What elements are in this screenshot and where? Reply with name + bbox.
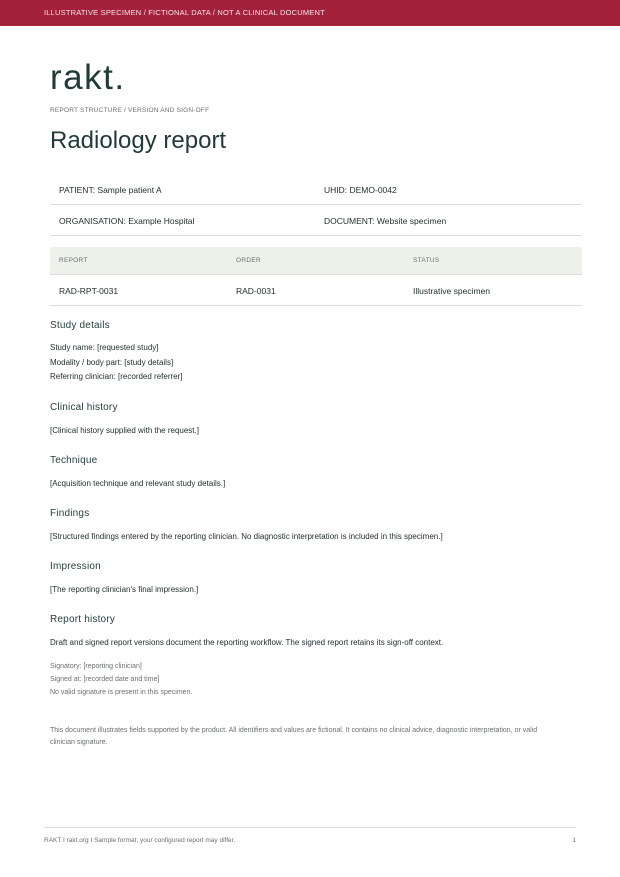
structure-label: REPORT STRUCTURE / VERSION AND SIGN-OFF	[50, 107, 210, 114]
table-header	[50, 247, 582, 275]
order-id: RAD-0031	[236, 286, 276, 296]
study-name-line: Study name: [requested study]	[50, 343, 159, 352]
signatory-line: Signatory: [reporting clinician]	[50, 663, 142, 670]
organisation-field: ORGANISATION: Example Hospital	[59, 216, 195, 226]
modality-line: Modality / body part: [study details]	[50, 357, 174, 367]
report-id-table	[50, 247, 582, 306]
study-details-heading: Study details	[50, 320, 110, 331]
disclaimer-text: This document illustrates fields supported by the product. All identifiers and values are fictional. It contains no clinical advice, diagnostic interpretation, or valid clinician signature.	[50, 727, 538, 746]
report-history-text: Draft and signed report versions document the reporting workflow. The signed report retains its sign-off context.	[50, 638, 444, 647]
technique-text: [Acquisition technique and relevant study details.]	[50, 479, 226, 488]
table-row	[50, 275, 582, 306]
clinical-history-heading: Clinical history	[50, 402, 118, 413]
impression-heading: Impression	[50, 561, 101, 572]
findings-text: [Structured findings entered by the reporting clinician. No diagnostic interpretation is included in this specimen.]	[50, 532, 443, 541]
specimen-banner	[0, 0, 620, 26]
meta-row-patient	[50, 174, 582, 205]
signed-at-line: Signed at: [recorded date and time]	[50, 676, 160, 683]
header-order: ORDER	[236, 257, 261, 264]
signature-note: No valid signature is present in this specimen.	[50, 689, 193, 696]
report-id: RAD-RPT-0031	[59, 286, 119, 296]
technique-heading: Technique	[50, 455, 98, 466]
findings-heading: Findings	[50, 508, 90, 519]
clinical-history-text: [Clinical history supplied with the request.]	[50, 426, 199, 435]
page-title: Radiology report	[50, 127, 227, 154]
impression-text: [The reporting clinician's final impression.]	[50, 585, 199, 594]
document-field: DOCUMENT: Website specimen	[324, 216, 447, 226]
footer-divider	[44, 827, 576, 828]
footer-text: RAKT I rakt.org I Sample format; your configured report may differ.	[44, 837, 236, 844]
header-report: REPORT	[59, 257, 88, 264]
brand-logo: rakt.	[50, 58, 126, 97]
referrer-line: Referring clinician: [recorded referrer]	[50, 372, 183, 381]
meta-row-organisation	[50, 205, 582, 236]
report-history-heading: Report history	[50, 614, 116, 625]
study-details-body	[50, 341, 183, 385]
patient-field: PATIENT: Sample patient A	[59, 185, 162, 195]
banner-text: ILLUSTRATIVE SPECIMEN / FICTIONAL DATA / NOT A CLINICAL DOCUMENT	[44, 8, 325, 17]
patient-meta-table	[50, 174, 582, 236]
page-number: 1	[572, 837, 576, 844]
header-status: STATUS	[413, 257, 440, 264]
signoff-block	[50, 660, 192, 699]
status-value: Illustrative specimen	[413, 286, 491, 296]
uhid-field: UHID: DEMO-0042	[324, 185, 397, 195]
